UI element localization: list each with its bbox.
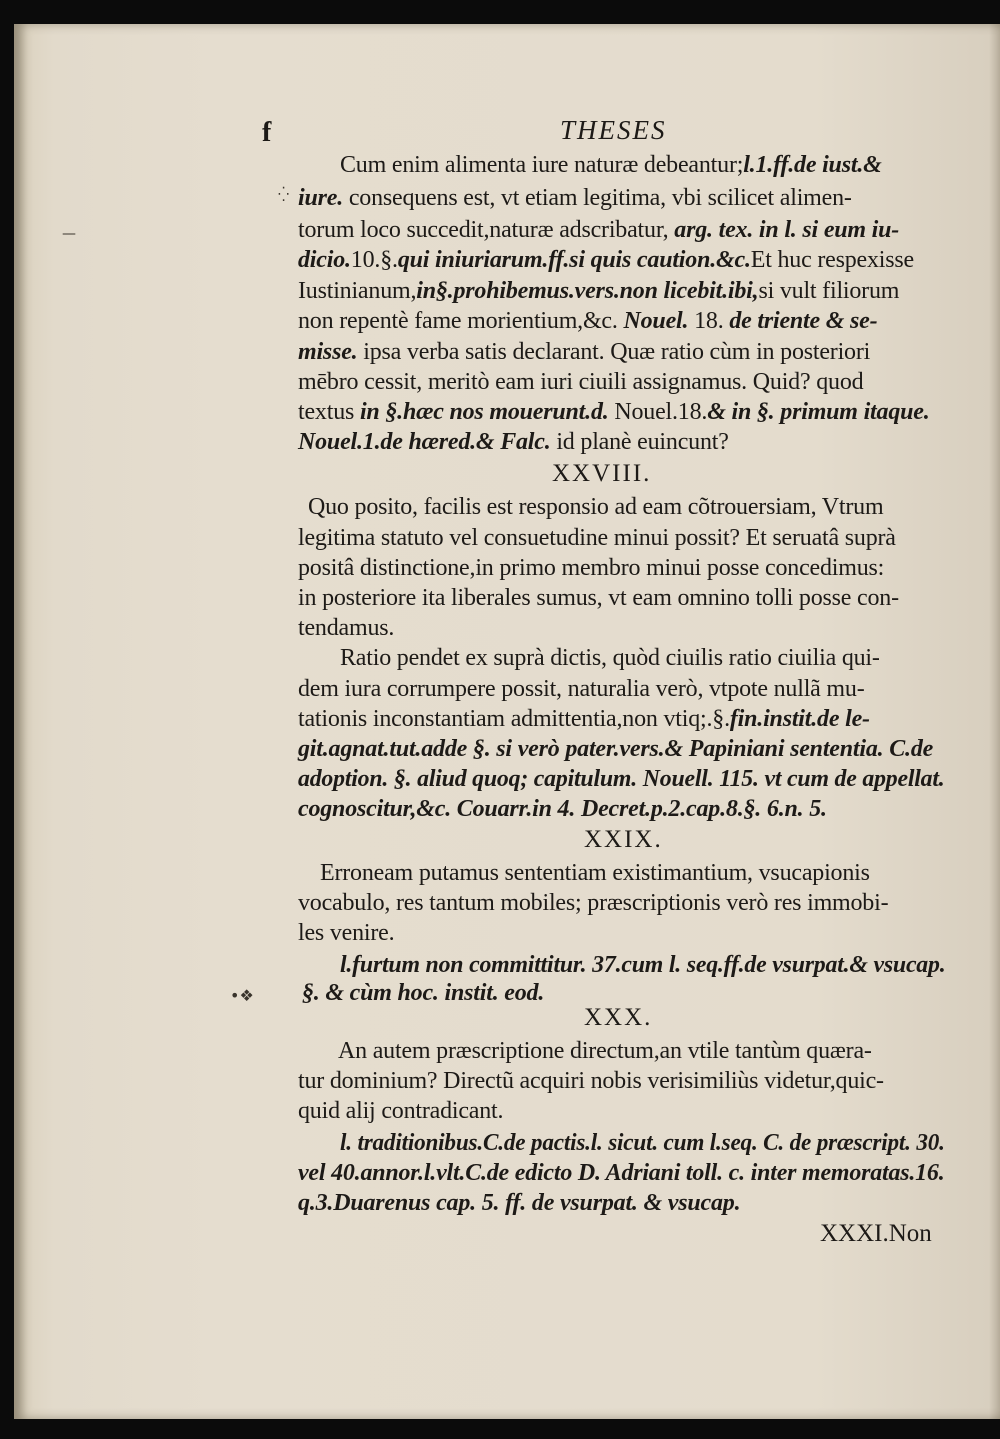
citation-line: q.3.Duarenus cap. 5. ff. de vsurpat. & vsucap.	[298, 1190, 741, 1216]
citation-line: l. traditionibus.C.de pactis.l. sicut. cum l.seq. C. de præscript. 30.	[340, 1130, 945, 1156]
text-line: tur dominium? Directũ acquiri nobis verisimiliùs videtur,quic-	[298, 1068, 884, 1094]
citation-line: vel 40.annor.l.vlt.C.de edicto D. Adriani toll. c. inter memoratas.16.	[298, 1160, 945, 1186]
text-line: quid alij contradicant.	[298, 1098, 504, 1124]
text-line: dem iura corrumpere possit, naturalia verò, vtpote nullã mu-	[298, 676, 865, 702]
text-line: vocabulo, res tantum mobiles; præscriptionis verò res immobi-	[298, 890, 889, 916]
text-line: iure. consequens est, vt etiam legitima, vbi scilicet alimen-	[298, 185, 852, 211]
text-line: textus in §.hæc nos mouerunt.d. Nouel.18.& in §. primum itaque.	[298, 399, 930, 425]
text-line: non repentè fame morientium,&c. Nouel. 18. de triente & se-	[298, 308, 878, 334]
text-line: les venire.	[298, 920, 395, 946]
citation-line: l.furtum non committitur. 37.cum l. seq.ff.de vsurpat.& vsucap.	[340, 952, 946, 978]
text-line: mēbro cessit, meritò eam iuri ciuili assignamus. Quid? quod	[298, 369, 864, 395]
margin-speck: —	[62, 226, 76, 242]
running-title: THESES	[560, 115, 667, 145]
text-line: positâ distinctione,in primo membro minui posse concedimus:	[298, 555, 885, 581]
citation-line: cognoscitur,&c. Couarr.in 4. Decret.p.2.cap.8.§. 6.n. 5.	[298, 796, 827, 822]
folio-mark: f	[262, 117, 272, 148]
text-line: Iustinianum,in§.prohibemus.vers.non licebit.ibi,si vult filiorum	[298, 278, 900, 304]
section-number: XXIX.	[584, 826, 663, 853]
text-line: tationis inconstantiam admittentia,non vtiq;.§.fin.instit.de le-	[298, 706, 870, 732]
text-line: Cum enim alimenta iure naturæ debeantur;l.1.ff.de iust.&	[340, 152, 882, 178]
text-line: Ratio pendet ex suprà dictis, quòd ciuilis ratio ciuilia qui-	[340, 645, 880, 671]
text-line: legitima statuto vel consuetudine minui possit? Et seruatâ suprà	[298, 525, 896, 551]
margin-speck: ⁛	[278, 187, 290, 203]
text-line: misse. ipsa verba satis declarant. Quæ ratio cùm in posteriori	[298, 339, 871, 365]
text-line: tendamus.	[298, 615, 395, 641]
text-line: Quo posito, facilis est responsio ad eam cõtrouersiam, Vtrum	[308, 494, 884, 520]
citation-line: adoption. §. aliud quoq; capitulum. Nouell. 115. vt cum de appellat.	[298, 766, 945, 792]
catchword: XXXI.Non	[820, 1220, 932, 1247]
text-line: Erroneam putamus sententiam existimantium, vsucapionis	[320, 860, 870, 886]
text-line: dicio.10.§.qui iniuriarum.ff.si quis caution.&c.Et huc respexisse	[298, 247, 914, 273]
text-line: in posteriore ita liberales sumus, vt eam omnino tolli posse con-	[298, 585, 899, 611]
citation-line: §. & cùm hoc. instit. eod.	[302, 980, 545, 1006]
text-line: An autem præscriptione directum,an vtile tantùm quæra-	[338, 1038, 872, 1064]
text-line: Nouel.1.de hæred.& Falc. id planè euincunt?	[298, 429, 729, 455]
text-line: torum loco succedit,naturæ adscribatur, arg. tex. in l. si eum iu-	[298, 217, 900, 243]
section-number: XXVIII.	[552, 460, 652, 487]
section-number: XXX.	[584, 1004, 653, 1031]
margin-speck: •❖	[230, 986, 254, 1005]
citation-line: git.agnat.tut.adde §. si verò pater.vers.& Papiniani sententia. C.de	[298, 736, 934, 762]
